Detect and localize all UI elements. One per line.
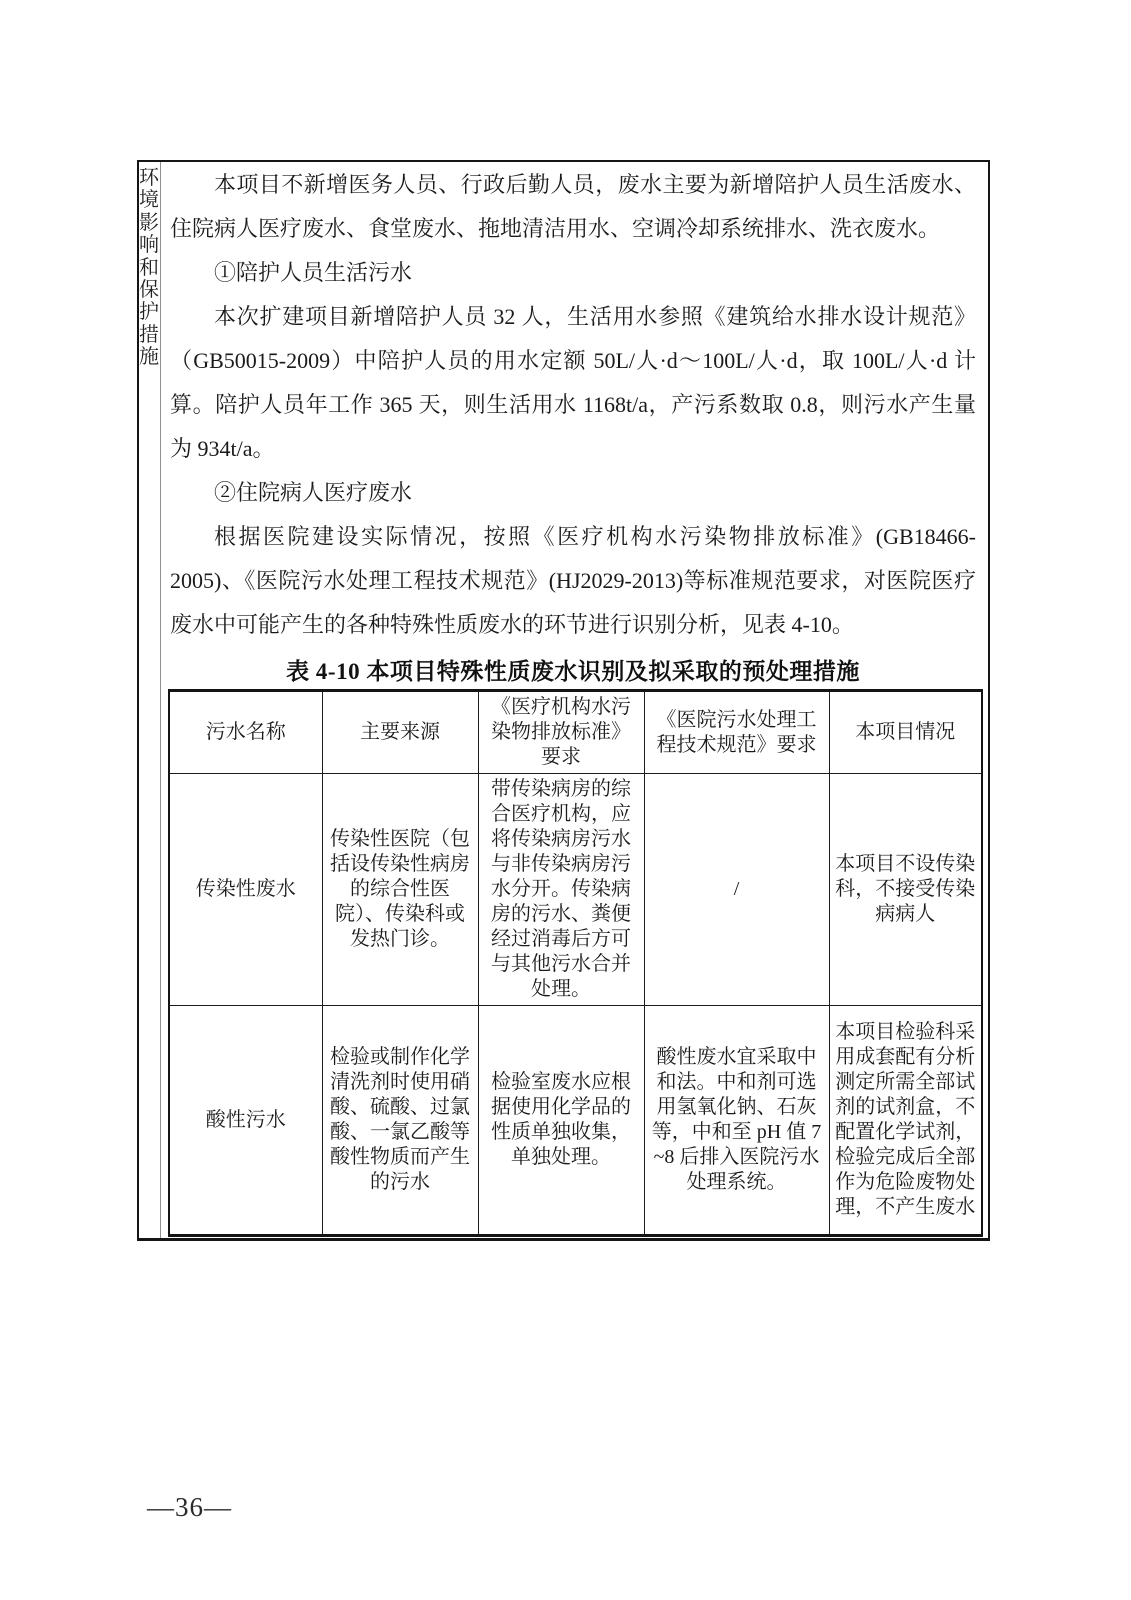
table-row-acidic <box>169 1006 982 1236</box>
header-cell-pollutant-name: 污水名称 <box>169 691 322 774</box>
table-cell: 检验室废水应根据使用化学品的性质单独收集，单独处理。 <box>478 1006 644 1236</box>
table-cell: 传染性医院（包括设传染性病房的综合性医院）、传染科或发热门诊。 <box>322 774 478 1006</box>
paragraph-heading-2: ②住院病人医疗废水 <box>214 480 413 505</box>
table-row-infectious <box>169 774 982 1006</box>
paragraph-heading-1: ①陪护人员生活污水 <box>214 260 413 285</box>
table-header-row <box>169 691 982 774</box>
section-sidebar <box>139 162 161 1238</box>
main-content <box>161 162 988 1238</box>
table-cell: 传染性废水 <box>169 774 322 1006</box>
paragraph-domestic-sewage: 本次扩建项目新增陪护人员 32 人，生活用水参照《建筑给水排水设计规范》（GB50015-2009）中陪护人员的用水定额 50L/人·d～100L/人·d，取 100L/人·d 计算。陪护人员年工作 365 天，则生活用水 1168t/a，产污系数取 0.8，则污水产生量为 934t/a。 <box>170 304 976 461</box>
table-cell: 本项目检验科采用成套配有分析测定所需全部试剂的试剂盒，不配置化学试剂，检验完成后全部作为危险废物处理，不产生废水 <box>829 1006 982 1236</box>
paragraph-overview: 本项目不新增医务人员、行政后勤人员，废水主要为新增陪护人员生活废水、住院病人医疗废水、食堂废水、拖地清洁用水、空调冷却系统排水、洗衣废水。 <box>170 172 976 241</box>
table-title: 表 4-10 本项目特殊性质废水识别及拟采取的预处理措施 <box>286 659 860 684</box>
table-cell: 酸性废水宜采取中和法。中和剂可选用氢氧化钠、石灰等，中和至 pH 值 7~8 后排入医院污水处理系统。 <box>644 1006 829 1236</box>
table-cell: 带传染病房的综合医疗机构，应将传染病房污水与非传染病房污水分开。传染病房的污水、粪便经过消毒后方可与其他污水合并处理。 <box>478 774 644 1006</box>
table-cell: / <box>644 774 829 1006</box>
paragraph-medical-wastewater: 根据医院建设实际情况，按照《医疗机构水污染物排放标准》(GB18466-2005)、《医院污水处理工程技术规范》(HJ2029-2013)等标准规范要求，对医院医疗废水中可能产生的各种特殊性质废水的环节进行识别分析，见表 4-10。 <box>170 524 976 637</box>
table-cell: 酸性污水 <box>169 1006 322 1236</box>
table-cell: 本项目不设传染科，不接受传染病病人 <box>829 774 982 1006</box>
sidebar-vertical-label: 环境影响和保护措施 <box>139 167 159 369</box>
page-number: —36— <box>147 1492 232 1522</box>
header-cell-discharge-standard: 《医疗机构水污染物排放标准》要求 <box>478 691 644 774</box>
header-cell-project-situation: 本项目情况 <box>829 691 982 774</box>
header-cell-main-source: 主要来源 <box>322 691 478 774</box>
wastewater-table <box>168 689 983 1237</box>
header-cell-technical-spec: 《医院污水处理工程技术规范》要求 <box>644 691 829 774</box>
content-frame <box>137 160 990 1241</box>
table-cell: 检验或制作化学清洗剂时使用硝酸、硫酸、过氯酸、一氯乙酸等酸性物质而产生的污水 <box>322 1006 478 1236</box>
